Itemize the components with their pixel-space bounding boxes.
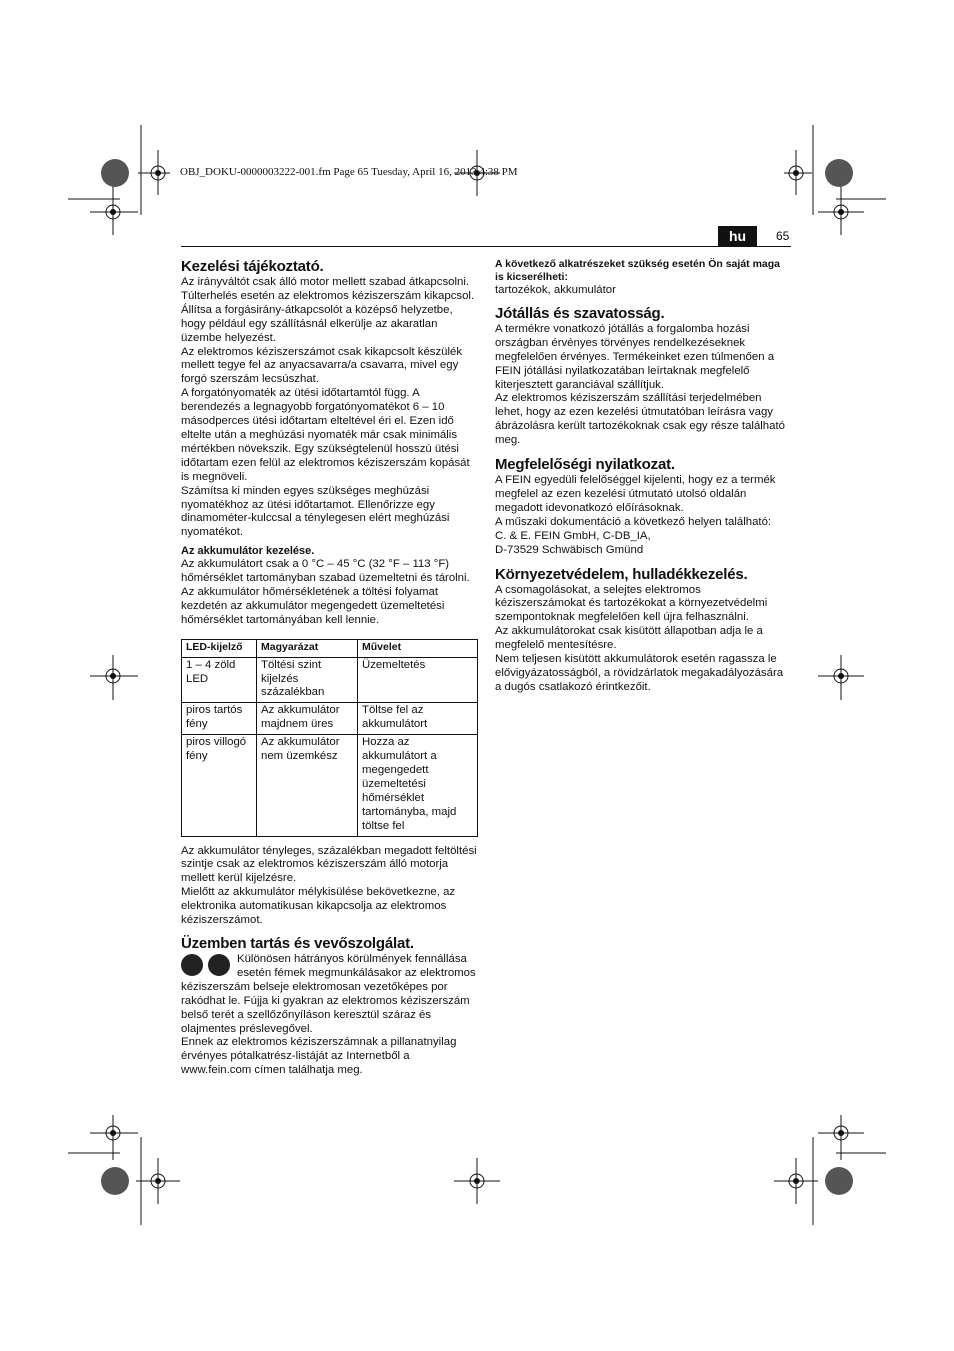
section-title-warranty: Jótállás és szavatosság. — [495, 304, 665, 322]
paragraph: A csomagolásokat, a selejtes elektromos kéziszerszámokat és tartozékokat a környezetvédelmi szempontoknak megfelelően kell újra felhasználni. — [495, 583, 768, 624]
parts-note-bold: A következő alkatrészeket szükség esetén Ön saját maga is kicserélheti: — [495, 258, 780, 283]
language-badge: hu — [718, 226, 757, 246]
paragraph: tartozékok, akkumulátor — [495, 284, 616, 296]
paragraph: Nem teljesen kisütött akkumulátorok esetén ragassza le elővigyázatosságból, a rövidzárlatok megakadályozására a dugós csatlakozó érintkezőit. — [495, 653, 784, 693]
paragraph: Az akkumulátort csak a 0 °C – 45 °C (32 °F – 113 °F) hőmérséklet tartományban szabad üzemeltetni és tárolni. — [181, 558, 470, 585]
paragraph: Különösen hátrányos körülmények fennállása esetén fémek megmunkálásakor az elektromos kéziszerszám belseje elektromosan vezetőképes por rakódhat le. Fújja ki gyakran az elektromos kéziszerszám belső terét a szellőzőnyíláson keresztül száraz és olajmentes préslevegővel. — [181, 952, 476, 1035]
led-indicator-table — [181, 639, 478, 837]
paragraph: Állítsa a forgásirány-átkapcsolót a középső helyzetbe, hogy például egy szállításnál elkerülje az akaratlan üzembe helyezést. — [181, 303, 453, 344]
right-column — [495, 258, 791, 695]
page-number: 65 — [776, 229, 790, 243]
paragraph: Az irányváltót csak álló motor mellett szabad átkapcsolni. — [181, 276, 470, 288]
table-cell: Töltse fel az akkumulátort — [358, 703, 478, 735]
table-cell: Töltési szint kijelzés százalékban — [257, 657, 358, 703]
paragraph: A műszaki dokumentáció a következő helyen található: — [495, 515, 772, 528]
table-header-row — [182, 639, 478, 657]
table-cell: Üzemeltetés — [358, 657, 478, 703]
section-title-operating-tips: Kezelési tájékoztató. — [181, 258, 324, 275]
paragraph: Számítsa ki minden egyes szükséges meghúzási nyomatékhoz az ütési időtartamot. Ellenőrizze egy dinamométer-kulccsal a ténylegesen elért meghúzási nyomatékot. — [181, 484, 450, 539]
table-cell: piros tartós fény — [182, 703, 257, 735]
subsection-title-battery: Az akkumulátor kezelése. — [181, 545, 315, 558]
table-cell: Az akkumulátor nem üzemkész — [257, 735, 358, 836]
paragraph: Az akkumulátor tényleges, százalékban megadott feltöltési szintje csak az elektromos kéziszerszám álló motorja mellett kerül kijelzésre. — [181, 844, 477, 885]
paragraph: Az akkumulátor hőmérsékletének a töltési folyamat kezdetén az akkumulátor megengedett üzemeltetési hőmérséklet tartományában kell lennie. — [181, 586, 445, 626]
safety-icons — [181, 954, 233, 978]
header-rule — [181, 246, 791, 247]
address-line: D-73529 Schwäbisch Gmünd — [495, 543, 644, 556]
manual-icon — [208, 954, 230, 976]
table-header-cell: LED-kijelző — [182, 639, 257, 657]
table-header-cell: Magyarázat — [257, 639, 358, 657]
table-row — [182, 703, 478, 735]
eye-protection-icon — [181, 954, 203, 976]
paragraph: A forgatónyomaték az ütési időtartamtól függ. A berendezés a legnagyobb forgatónyomatékot 6 – 10 másodperces ütési időtartam elteltével éri el. Ezen idő eltelte után a meghúzási nyomaték már csak minimális mértékben növekszik. Egy szükségtelenül hosszú ütési időtartam ezen felül az elektromos kéziszerszám kopását is megnöveli. — [181, 387, 470, 483]
table-row — [182, 735, 478, 836]
section-title-conformity: Megfelelőségi nyilatkozat. — [495, 456, 675, 474]
address-line: C. & E. FEIN GmbH, C-DB_IA, — [495, 529, 651, 542]
table-cell: piros villogó fény — [182, 735, 257, 836]
table-cell: 1 – 4 zöld LED — [182, 657, 257, 703]
section-title-maintenance: Üzemben tartás és vevőszolgálat. — [181, 934, 414, 952]
section-title-environment: Környezetvédelem, hulladékkezelés. — [495, 565, 748, 583]
file-info-line: OBJ_DOKU-0000003222-001.fm Page 65 Tuesday, April 16, 2013 4:38 PM — [180, 166, 518, 178]
paragraph: Az akkumulátorokat csak kisütött állapotban adja le a megfelelő mentesítésre. — [495, 625, 763, 652]
table-header-cell: Művelet — [358, 639, 478, 657]
paragraph: A termékre vonatkozó jótállás a forgalomba hozási országban érvényes törvényes rendelkezéseknek megfelelően érvényes. Termékeinket ezen túlmenően a FEIN jótállási nyilatkozatában leírtaknak megfelelő kiterjesztett garanciával szállítjuk. — [495, 322, 775, 391]
paragraph: Mielőtt az akkumulátor mélykisülése bekövetkezne, az elektronika automatikusan kikapcsolja az elektromos kéziszerszámot. — [181, 886, 456, 927]
left-column — [181, 258, 479, 1078]
paragraph: Ennek az elektromos kéziszerszámnak a pillanatnyilag érvényes pótalkatrész-listáját az Internetből a www.fein.com címen találhatja meg. — [181, 1036, 457, 1077]
paragraph: Az elektromos kéziszerszámot csak kikapcsolt készülék mellett tegye fel az anyacsavarra/a csavarra, mivel egy forgó szerszám lecsúszhat. — [181, 345, 463, 386]
paragraph: Túlterhelés esetén az elektromos kéziszerszám kikapcsol. — [181, 289, 475, 302]
paragraph: A FEIN egyedüli felelőséggel kijelenti, hogy ez a termék megfelel az ezen kezelési útmutató utolsó oldalán megadott idevonatkozó előírásoknak. — [495, 474, 776, 514]
table-cell: Az akkumulátor majdnem üres — [257, 703, 358, 735]
table-cell: Hozza az akkumulátort a megengedett üzemeltetési hőmérséklet tartományba, majd töltse fel — [358, 735, 478, 836]
paragraph: Az elektromos kéziszerszám szállítási terjedelmében lehet, hogy az ezen kezelési útmutatóban leírásra vagy ábrázolásra került tartozékoknak csak egy része található meg. — [495, 392, 785, 447]
table-row — [182, 657, 478, 703]
